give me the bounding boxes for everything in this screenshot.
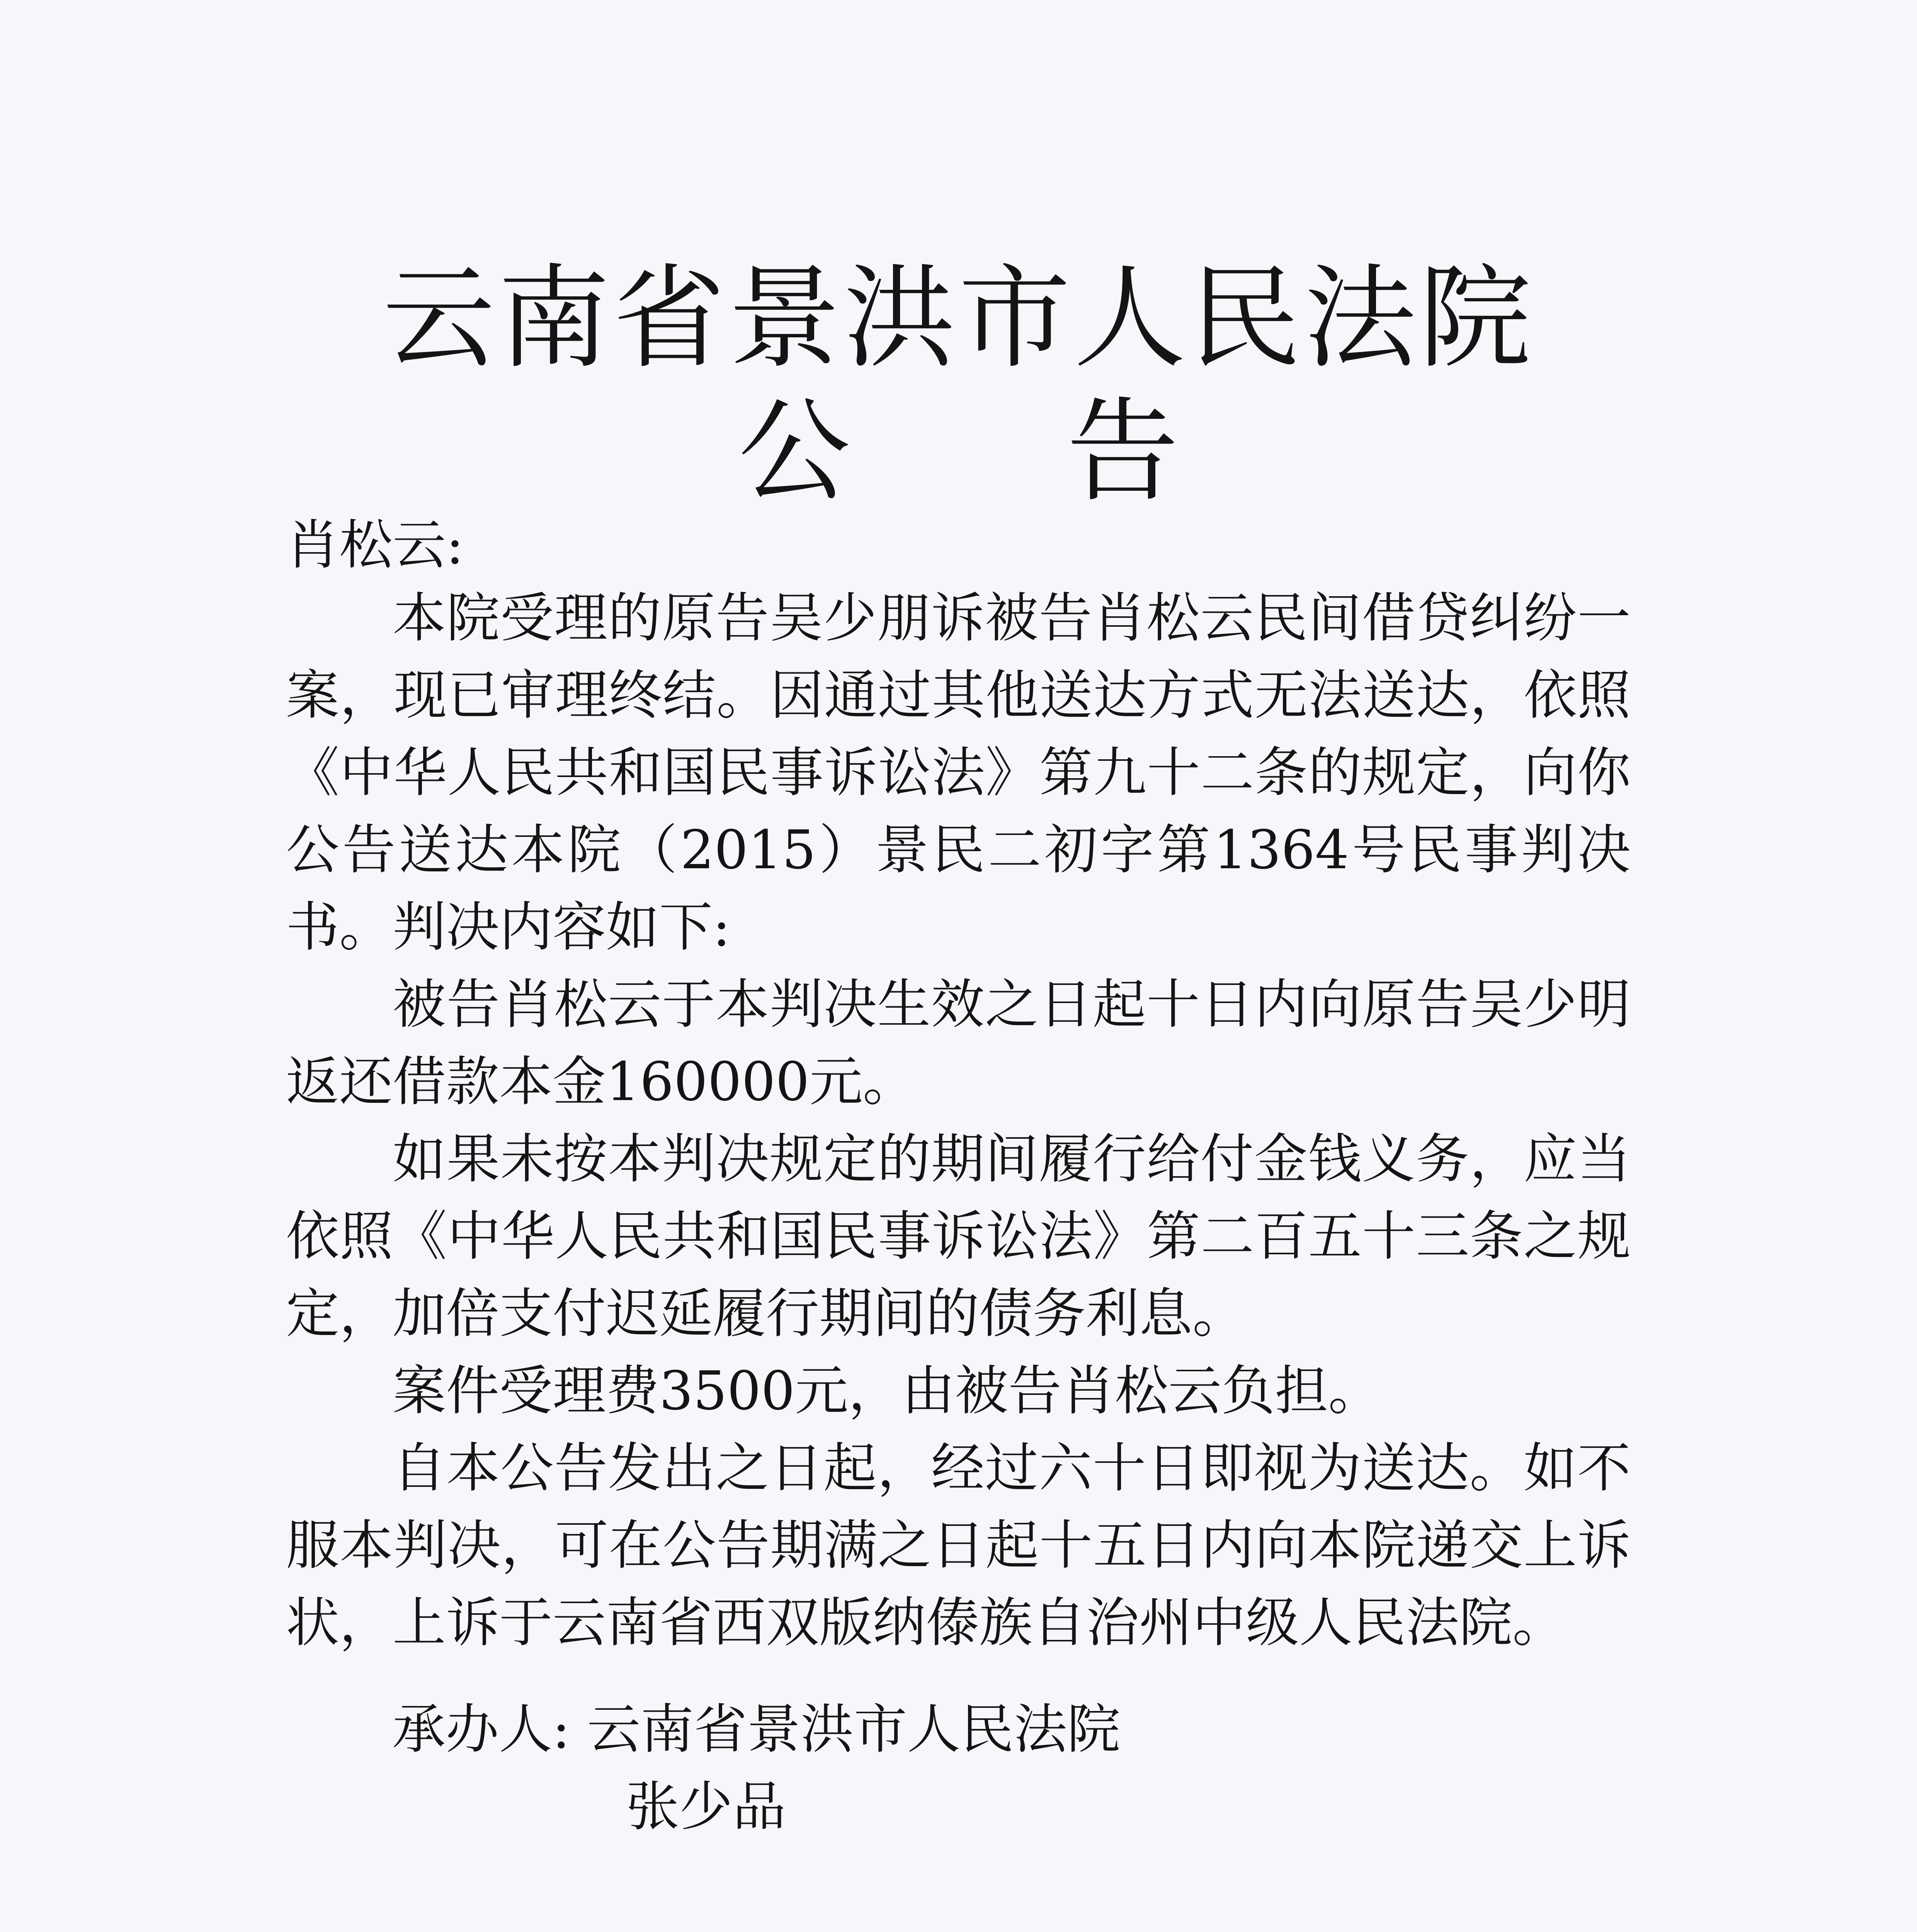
handler-label: 承办人: bbox=[392, 1698, 570, 1760]
handler-organization: 云南省景洪市人民法院 bbox=[587, 1698, 1121, 1760]
salutation: 肖松云: bbox=[286, 514, 464, 576]
notice-heading: 公告 bbox=[738, 387, 1395, 517]
handler-person: 张少品 bbox=[626, 1776, 786, 1838]
court-title: 云南省景洪市人民法院 bbox=[383, 253, 1534, 384]
paragraph-interest: 如果未按本判决规定的期间履行给付金钱义务，应当依照《中华人民共和国民事诉讼法》第二百五十三条之规定，加倍支付迟延履行期间的债务利息。 bbox=[286, 1128, 1631, 1345]
paragraph-judgment: 被告肖松云于本判决生效之日起十日内向原告吴少明返还借款本金160000元。 bbox=[286, 973, 1631, 1113]
paragraph-fee: 案件受理费3500元，由被告肖松云负担。 bbox=[393, 1360, 1382, 1422]
paragraph-service: 自本公告发出之日起，经过六十日即视为送达。如不服本判决，可在公告期满之日起十五日内向本院递交上诉状，上诉于云南省西双版纳傣族自治州中级人民法院。 bbox=[286, 1437, 1631, 1654]
handler-line bbox=[392, 1687, 1120, 1763]
paragraph-case: 本院受理的原告吴少朋诉被告肖松云民间借贷纠纷一案，现已审理终结。因通过其他送达方式无法送达，依照《中华人民共和国民事诉讼法》第九十二条的规定，向你公告送达本院（2015）景民二初字第1364号民事判决书。判决内容如下: bbox=[286, 587, 1631, 958]
notice-body bbox=[286, 580, 1631, 1662]
